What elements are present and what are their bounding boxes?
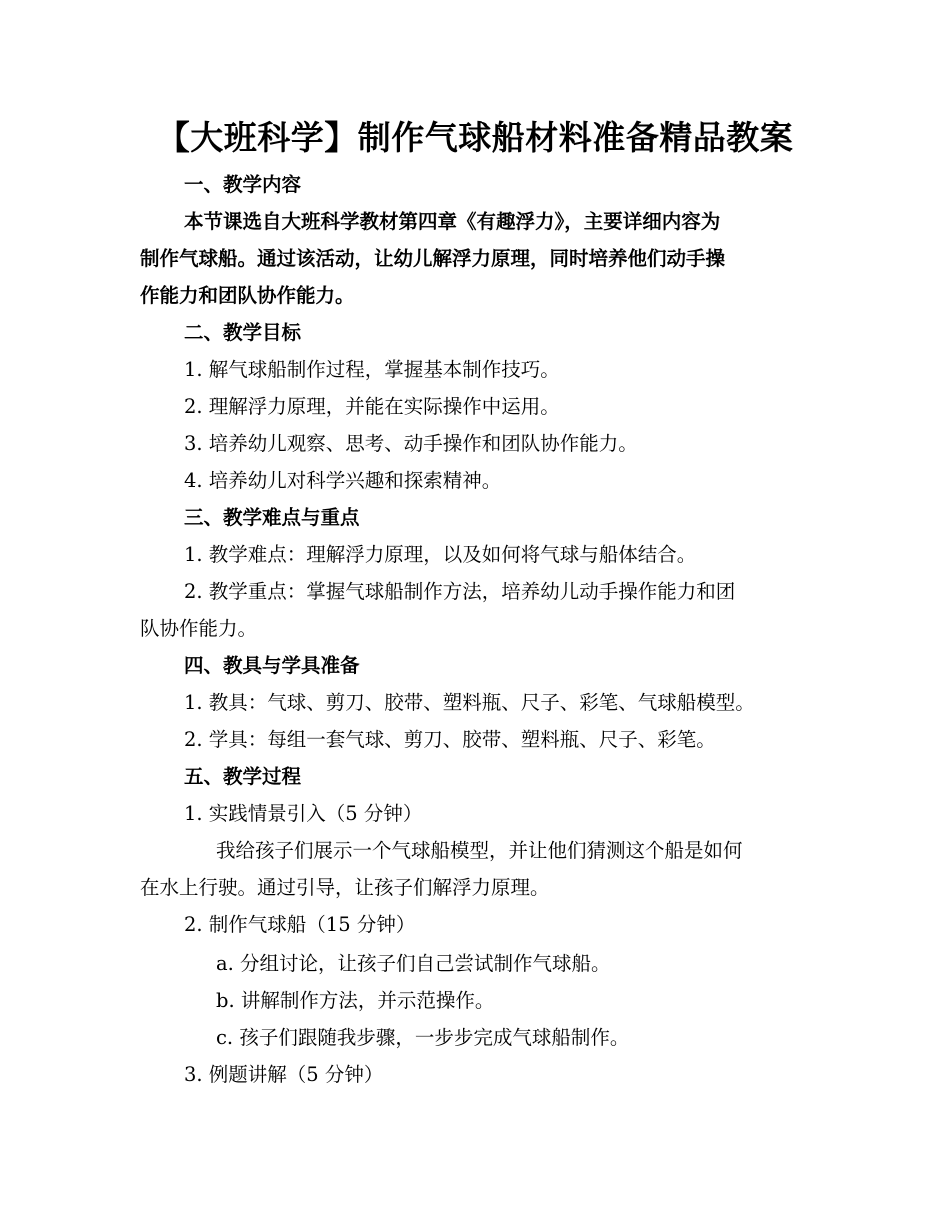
list-item: 2. 教学重点：掌握气球船制作方法，培养幼儿动手操作能力和团 bbox=[184, 580, 736, 603]
list-item: 2. 理解浮力原理，并能在实际操作中运用。 bbox=[184, 395, 560, 418]
paragraph-line: 本节课选自大班科学教材第四章《有趣浮力》，主要详细内容为 bbox=[184, 210, 721, 233]
section-heading-materials: 四、教具与学具准备 bbox=[184, 654, 360, 677]
sub-list-item: b. 讲解制作方法，并示范操作。 bbox=[216, 989, 495, 1012]
paragraph-line: 队协作能力。 bbox=[140, 617, 258, 640]
list-item: 1. 解气球船制作过程，掌握基本制作技巧。 bbox=[184, 358, 560, 381]
paragraph-line: 制作气球船。通过该活动，让幼儿解浮力原理，同时培养他们动手操 bbox=[140, 247, 726, 270]
section-heading-key-points: 三、教学难点与重点 bbox=[184, 506, 360, 529]
paragraph-line: 我给孩子们展示一个气球船模型，并让他们猜测这个船是如何 bbox=[216, 839, 743, 862]
list-item: 1. 教学难点：理解浮力原理，以及如何将气球与船体结合。 bbox=[184, 543, 697, 566]
section-heading-process: 五、教学过程 bbox=[184, 765, 302, 788]
list-item: 2. 制作气球船（15 分钟） bbox=[184, 913, 416, 936]
list-item: 1. 实践情景引入（5 分钟） bbox=[184, 802, 423, 825]
list-item: 4. 培养幼儿对科学兴趣和探索精神。 bbox=[184, 469, 502, 492]
section-heading-objectives: 二、教学目标 bbox=[184, 321, 302, 344]
sub-list-item: c. 孩子们跟随我步骤，一步步完成气球船制作。 bbox=[216, 1026, 630, 1049]
paragraph-line: 作能力和团队协作能力。 bbox=[140, 284, 355, 307]
list-item: 3. 培养幼儿观察、思考、动手操作和团队协作能力。 bbox=[184, 432, 638, 455]
list-item: 3. 例题讲解（5 分钟） bbox=[184, 1063, 384, 1086]
list-item: 2. 学具：每组一套气球、剪刀、胶带、塑料瓶、尺子、彩笔。 bbox=[184, 728, 716, 751]
section-heading-content: 一、教学内容 bbox=[184, 173, 302, 196]
sub-list-item: a. 分组讨论，让孩子们自己尝试制作气球船。 bbox=[216, 952, 611, 975]
page-title: 【大班科学】制作气球船材料准备精品教案 bbox=[156, 118, 794, 157]
list-item: 1. 教具：气球、剪刀、胶带、塑料瓶、尺子、彩笔、气球船模型。 bbox=[184, 691, 755, 714]
paragraph-line: 在水上行驶。通过引导，让孩子们解浮力原理。 bbox=[140, 876, 550, 899]
